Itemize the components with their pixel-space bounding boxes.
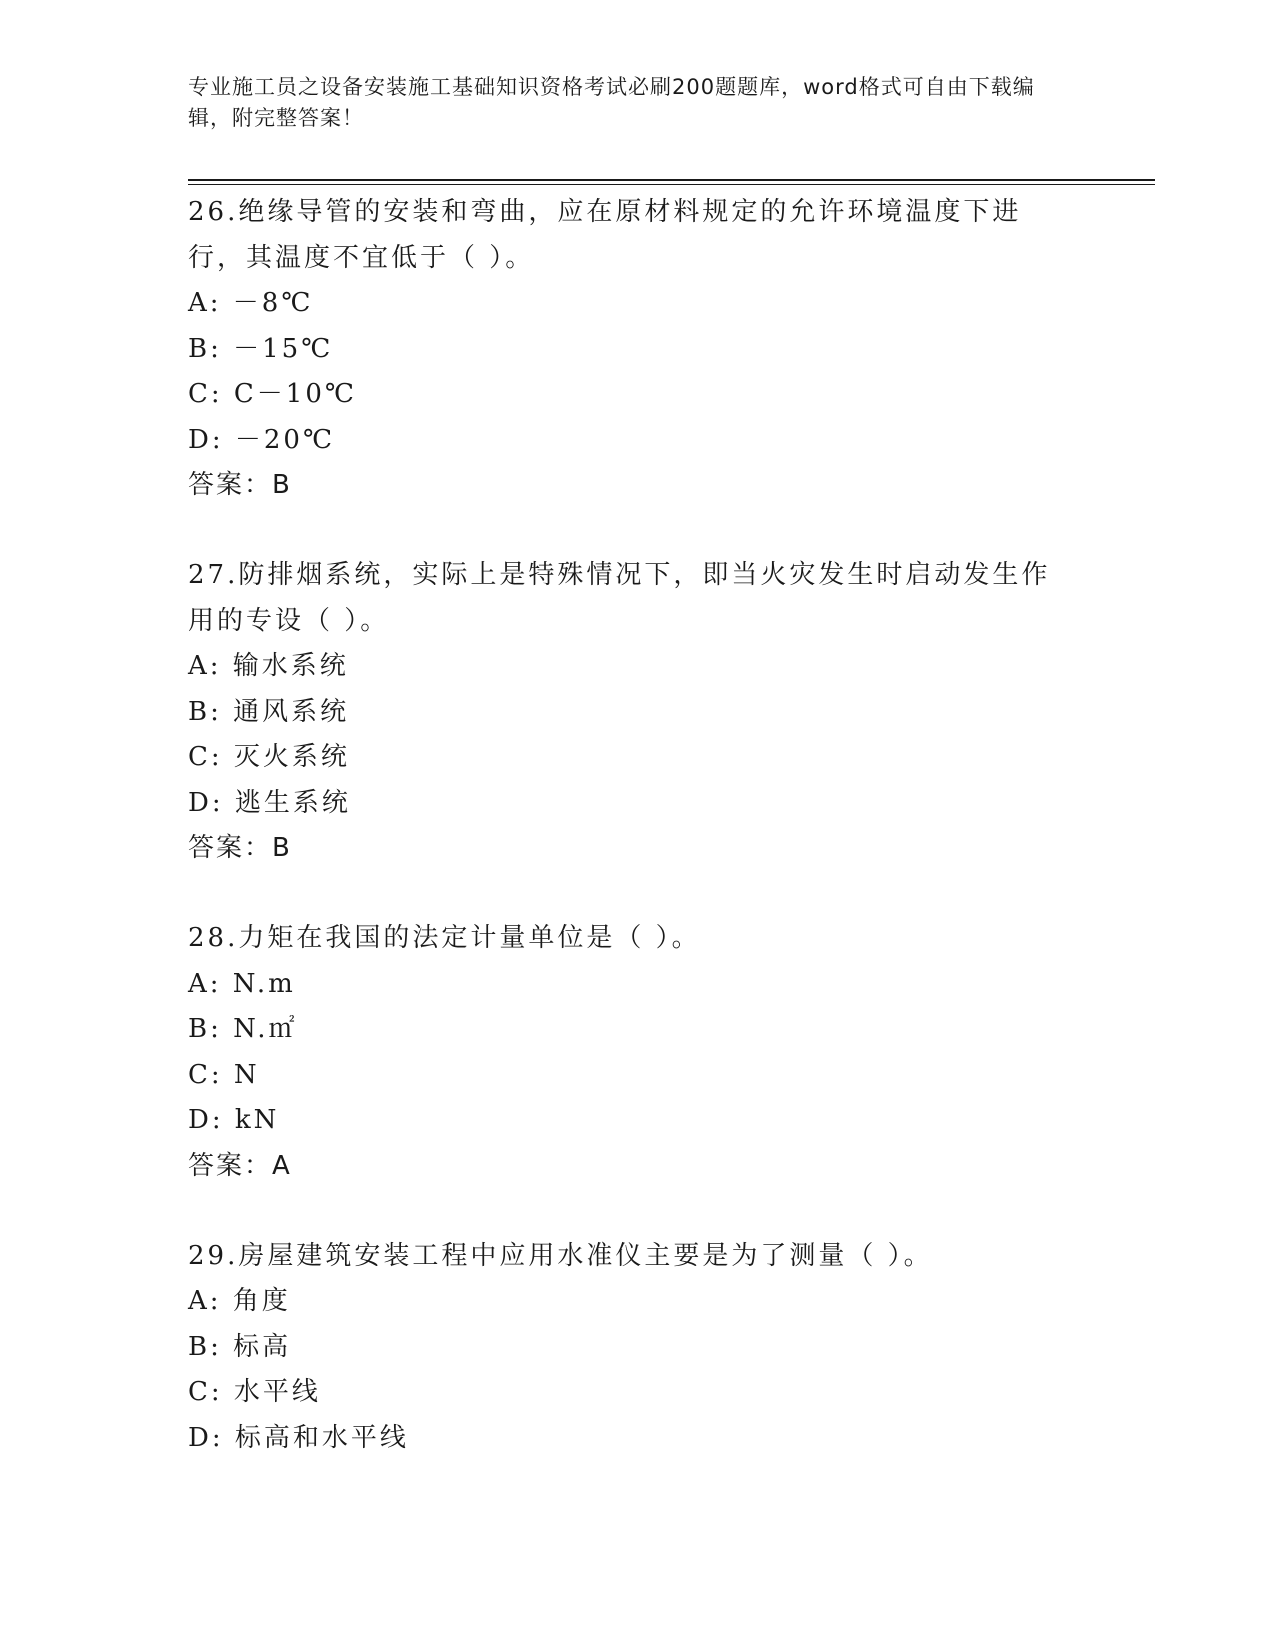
answer: 答案：A <box>188 1150 292 1181</box>
option-c: C: N <box>188 1059 260 1090</box>
question-29 <box>188 1234 1088 1462</box>
question-stem: 28.力矩在我国的法定计量单位是（ ）。 <box>188 923 701 953</box>
option-c: C: C－10℃ <box>188 379 357 409</box>
question-stem: 26.绝缘导管的安装和弯曲，应在原材料规定的允许环境温度下进行，其温度不宜低于（ ）。 <box>188 197 1022 273</box>
option-d: D: 标高和水平线 <box>188 1422 409 1453</box>
question-28 <box>188 916 1088 1189</box>
option-b: B: N.㎡ <box>188 1014 298 1044</box>
option-d: D: －20℃ <box>188 424 336 455</box>
question-stem: 29.房屋建筑安装工程中应用水准仪主要是为了测量（ ）。 <box>188 1240 933 1271</box>
option-a: A: 角度 <box>188 1286 291 1316</box>
answer: 答案：B <box>188 470 292 500</box>
question-26 <box>188 190 1088 508</box>
question-list <box>188 190 1088 1461</box>
option-c: C: 水平线 <box>188 1377 321 1407</box>
option-b: B: 标高 <box>188 1331 292 1362</box>
question-stem: 27.防排烟系统，实际上是特殊情况下，即当火灾发生时启动发生作用的专设（ ）。 <box>188 560 1051 636</box>
option-d: D: kN <box>188 1105 280 1135</box>
option-a: A: 输水系统 <box>188 651 349 681</box>
header-rule-thin <box>188 184 1155 185</box>
option-d: D: 逃生系统 <box>188 787 351 818</box>
option-a: A: N.m <box>188 968 296 999</box>
option-a: A: －8℃ <box>188 288 314 318</box>
document-header: 专业施工员之设备安装施工基础知识资格考试必刷200题题库，word格式可自由下载编辑，附完整答案！ <box>188 75 1035 130</box>
option-b: B: －15℃ <box>188 333 334 364</box>
answer: 答案：B <box>188 833 292 863</box>
question-27 <box>188 553 1088 871</box>
option-b: B: 通风系统 <box>188 696 350 727</box>
header-rule-thick <box>188 179 1155 181</box>
option-c: C: 灭火系统 <box>188 742 350 772</box>
